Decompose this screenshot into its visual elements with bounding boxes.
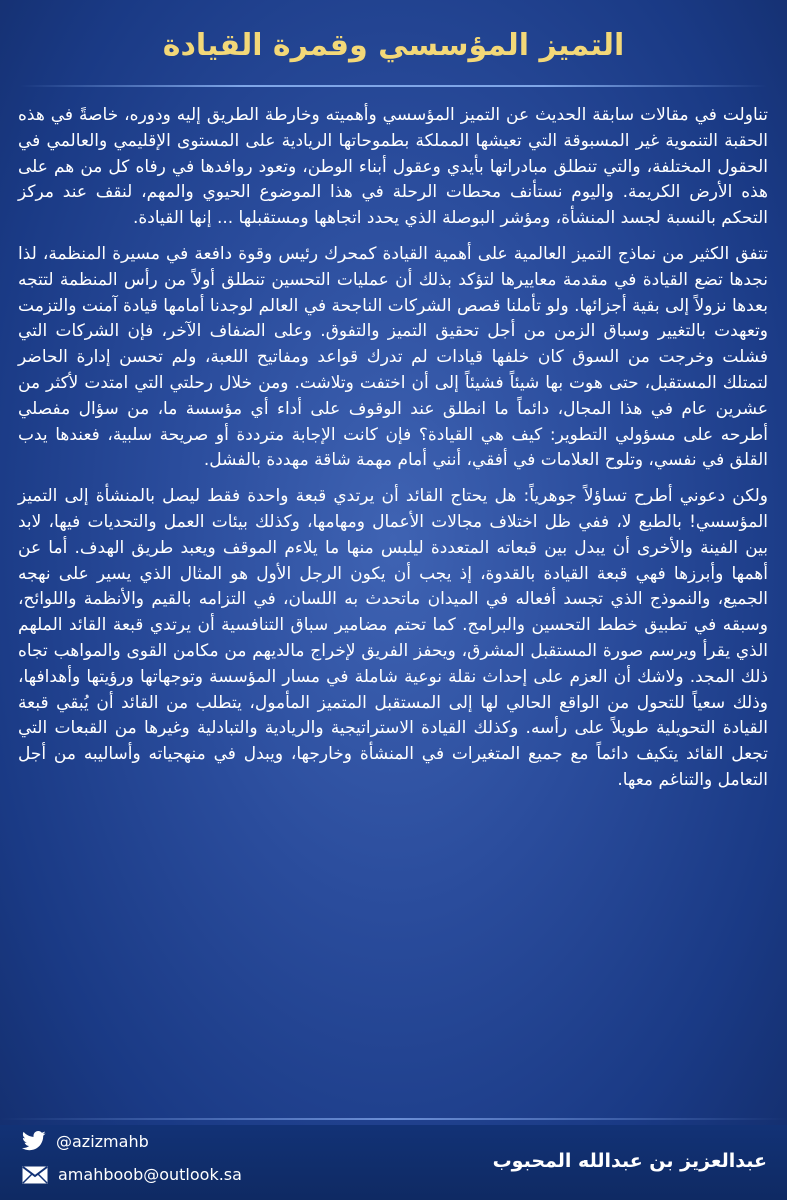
title-divider <box>20 85 767 87</box>
article-paragraph-2: تتفق الكثير من نماذج التميز العالمية على أهمية القيادة كمحرك رئيس وقوة دافعة في مسيرة المنظمة، لذا نجدها تضع القيادة في مقدمة معاييرها لتؤكد بذلك أن عمليات التحسين تنطلق أولاً من رأس المنظمة لتتجه بعدها نزولاً إلى بقية أجزائها. ولو تأملنا قصص الشركات الناجحة في العالم لوجدنا أمامها قيادة آمنت والتزمت وتعهدت بالتغيير وسباق الزمن من أجل تحقيق التميز والتفوق. وعلى الضفاف الآخر، فإن الشركات التي فشلت وخرجت من السوق كان خلفها قيادات لم تدرك قواعد ومفاتيح اللعبة، ولم تحسن إدارة الحاضر لتمتلك المستقبل، حتى هوت بها شيئاً فشيئاً إلى أن اختفت وتلاشت. ومن خلال رحلتي التي امتدت لأكثر من عشرين عام في هذا المجال، دائماً ما انطلق عند الوقوف على أداء أي مؤسسة ما، من سؤال مفصلي أطرحه على مسؤولي التطوير: كيف هي القيادة؟ فإن كانت الإجابة مترددة أو صريحة سلبية، فعندها يدب القلق في نفسي، وتلوح العلامات في أفقي، أنني أمام مهمة شاقة مهددة بالفشل. <box>18 243 768 471</box>
email-address[interactable]: amahboob@outlook.sa <box>58 1165 242 1184</box>
twitter-handle[interactable]: @azizmahb <box>56 1131 149 1151</box>
article-paragraph-3: ولكن دعوني أطرح تساؤلاً جوهرياً: هل يحتاج القائد أن يرتدي قبعة واحدة فقط ليصل بالمنشأة إلى التميز المؤسسي! بالطبع لا، ففي ظل اختلاف مجالات الأعمال ومهامها، وكذلك بيئات العمل والتحديات فيها، لابد بين الفينة والأخرى أن يبدل بين قبعاته المتعددة ليلبس منها ما يلاءم الموقف ويعبد طريق الهدف. أما عن أهمها وأبرزها فهي قبعة القيادة بالقدوة، إذ يجب أن يكون الرجل الأول هو المثال الذي يسير على نهجه الجميع، والنموذج الذي تجسد أفعاله في الميدان ماتحدث به اللسان، في التزامه بالقيم والأنظمة واللوائح، وسبقه في تطبيق خطط التحسين والبرامج. كما تحتم مضامير سباق التنافسية أن يرتدي قبعة القائد الملهم الذي يقرأ ويرسم صورة المستقبل المشرق، ويحفز الفريق لإخراج مالديهم من مكامن القوى والمواهب تجاه ذلك المجد. ولاشك أن العزم على إحداث نقلة نوعية شاملة في مسار المؤسسة وتوجهاتها ورؤيتها وأهدافها، وذلك سعياً للتحول من الواقع الحالي لها إلى المستقبل المتميز المأمول، يتطلب من القائد أن يُبقي قبعة القيادة التحويلية طويلاً على رأسه. وكذلك القيادة الاستراتيجية والريادية والتبادلية وغيرها من القبعات التي تجعل القائد يتكيف دائماً مع جميع المتغيرات في المنشأة وخارجها، ويبدل في منهجياته وأساليبه من أجل التعامل والتناغم معها. <box>18 486 768 790</box>
email-contact[interactable] <box>22 1165 242 1184</box>
article-paragraph-1: تناولت في مقالات سابقة الحديث عن التميز المؤسسي وأهميته وخارطة الطريق إليه ودوره، خاصةً في هذه الحقبة التنموية غير المسبوقة التي تعيشها المملكة بطموحاتها الريادية على المستوى الإقليمي والعالمي في الحقول المختلفة، والتي تنطلق مبادراتها بأيدي وعقول أبناء الوطن، وتعود روافدها في رفاه كل من هم على هذه الأرض الكريمة. واليوم نستأنف محطات الرحلة في هذا الموضوع الحيوي والمهم، لنقف عند مركز التحكم بالنسبة لجسد المنشأة، ومؤشر البوصلة الذي يحدد اتجاهها ومستقبلها ... إنها القيادة. <box>18 105 768 229</box>
twitter-contact[interactable] <box>22 1131 149 1151</box>
page-title: التميز المؤسسي وقمرة القيادة <box>162 28 625 63</box>
twitter-bird-icon <box>22 1131 46 1151</box>
article-body <box>18 103 768 804</box>
envelope-icon <box>22 1166 48 1184</box>
footer-divider <box>0 1118 787 1120</box>
author-name: عبدالعزيز بن عبدالله المحبوب <box>492 1150 767 1172</box>
